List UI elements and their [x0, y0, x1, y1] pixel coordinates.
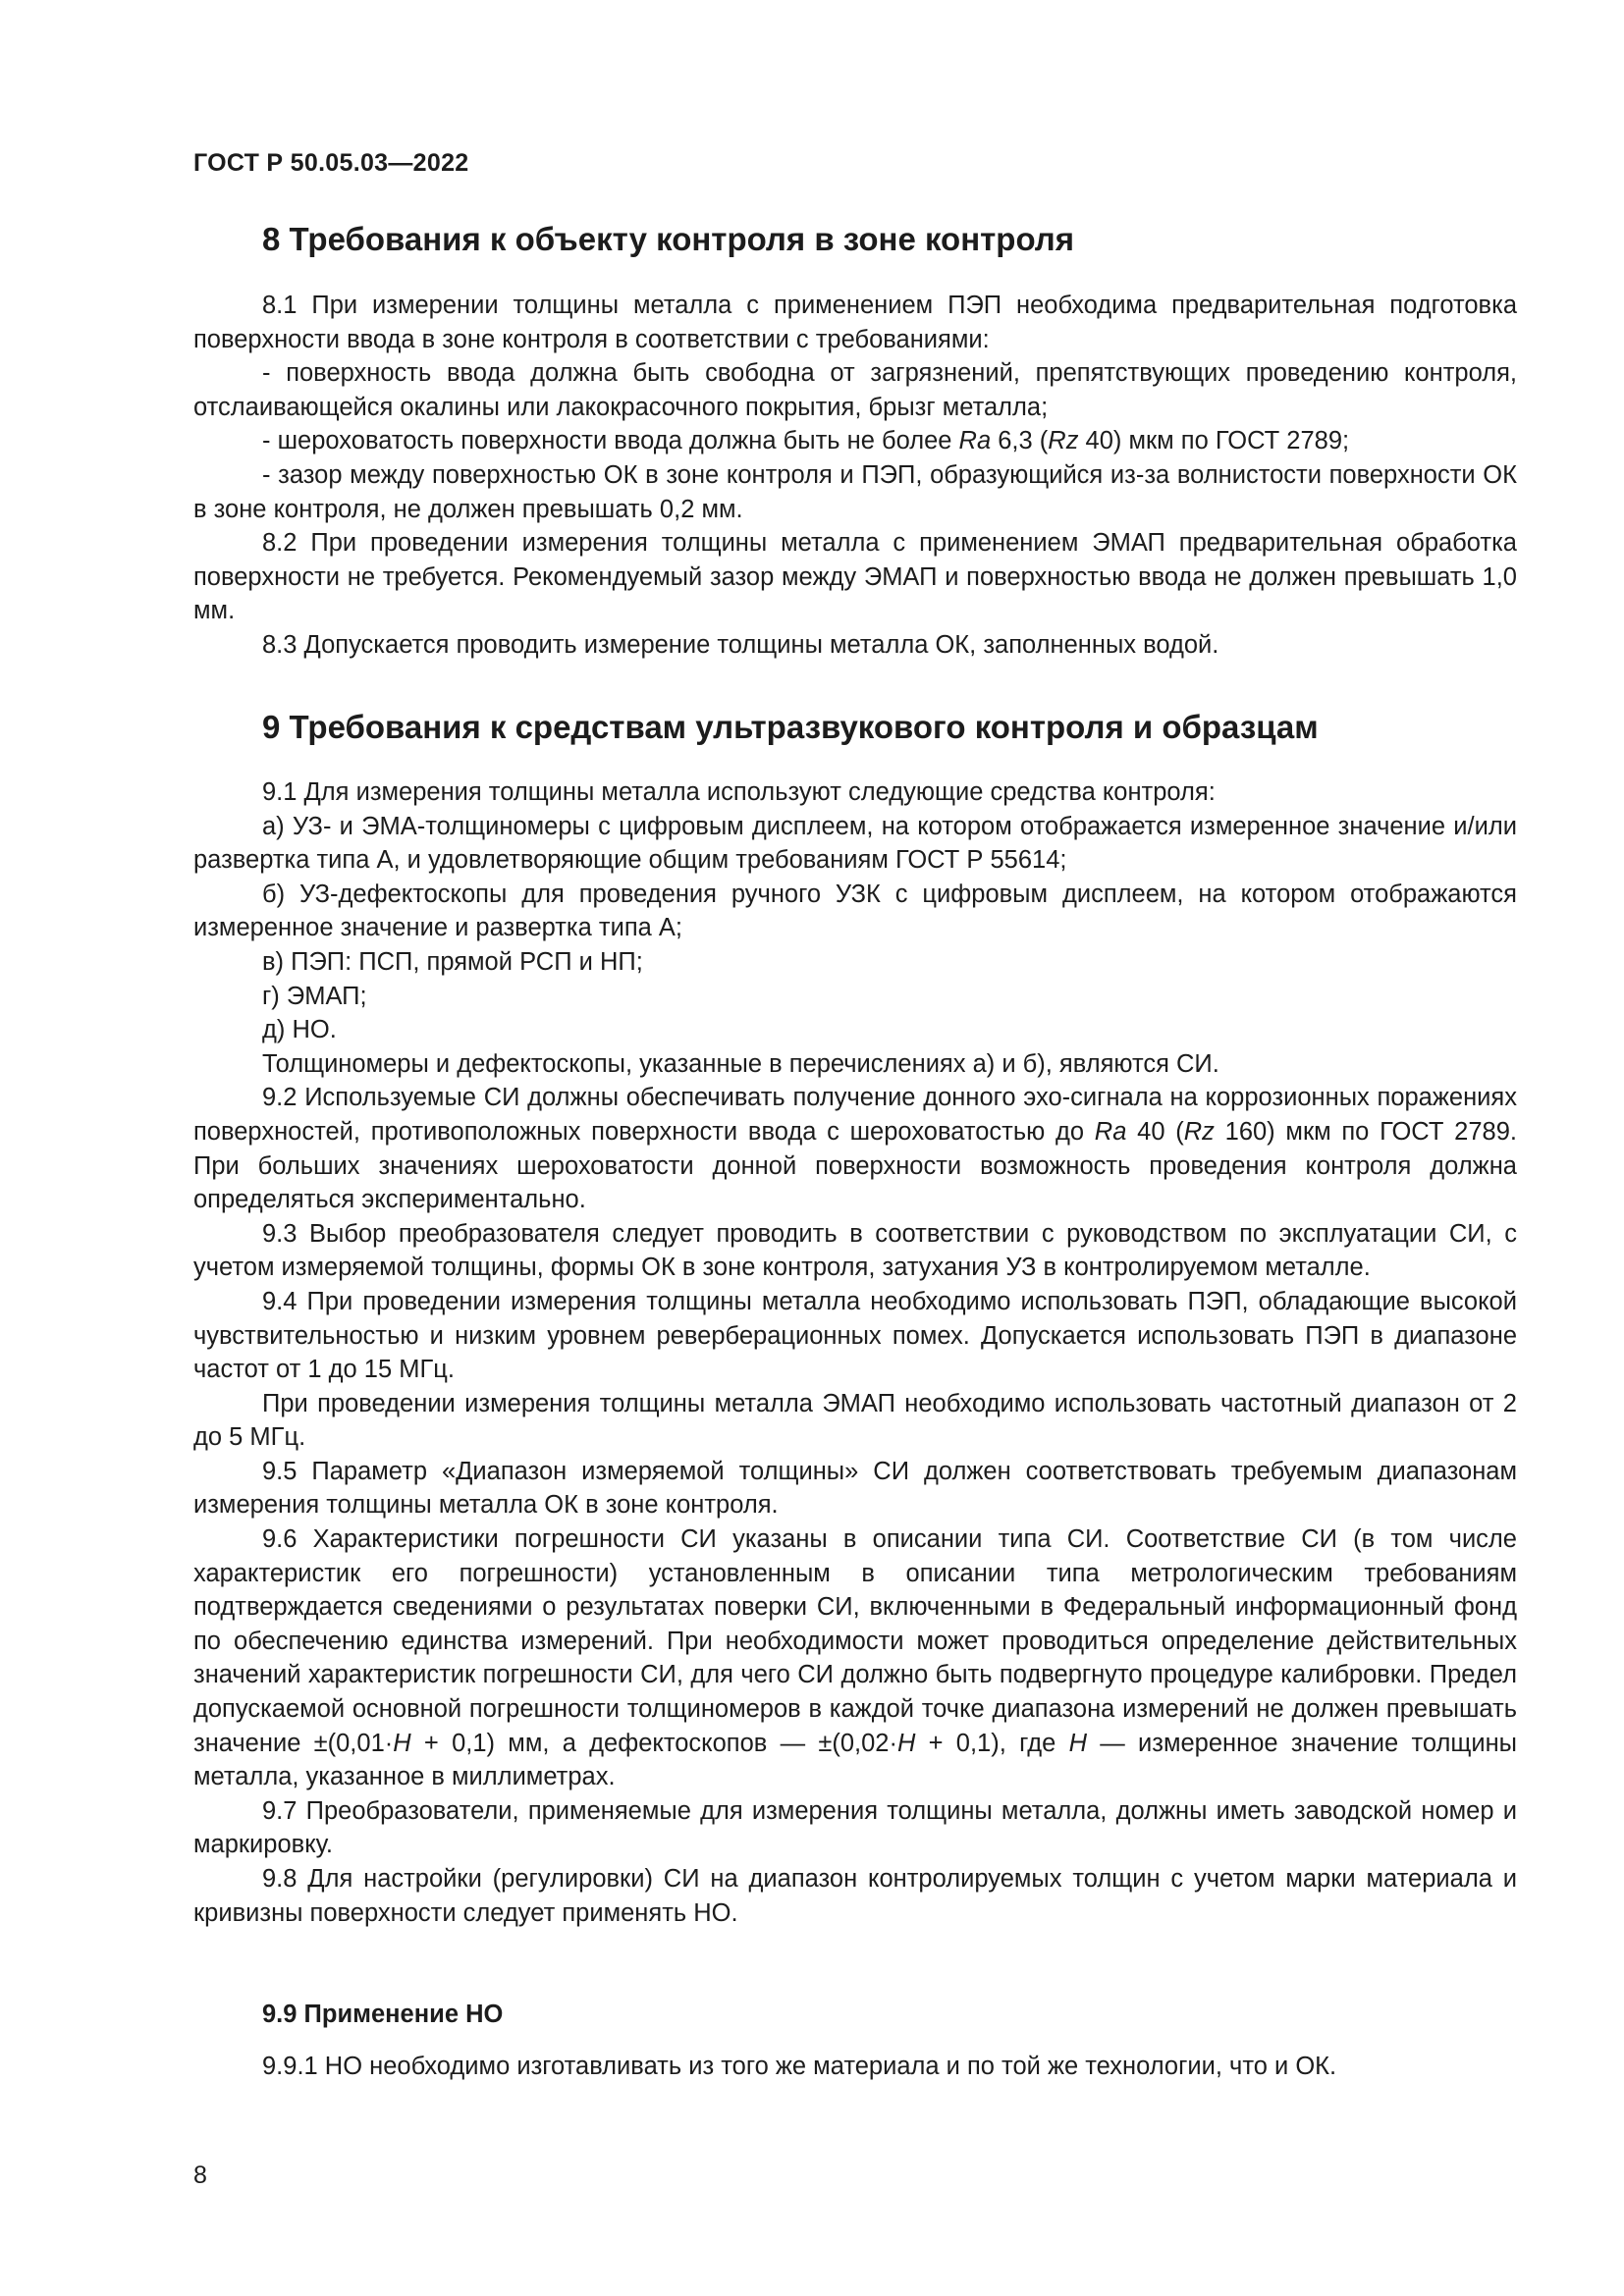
bullet-8-1-2: - шероховатость поверхности ввода должна быть не более Ra 6,3 (Rz 40) мкм по ГОСТ 2789;: [262, 427, 1350, 455]
paragraph-9-1: 9.1 Для измерения толщины металла используют следующие средства контроля:: [262, 778, 1216, 806]
paragraph-8-1: 8.1 При измерении толщины металла с применением ПЭП необходима предварительная подготовка поверхности ввода в зоне контроля в соответствии с требованиями:: [193, 292, 1517, 353]
list-item-a: а) УЗ- и ЭМА-толщиномеры с цифровым дисплеем, на котором отображается измеренное значение и/или развертка типа А, и удовлетворяющие общим требованиям ГОСТ Р 55614;: [193, 812, 1517, 875]
paragraph-9-3: 9.3 Выбор преобразователя следует проводить в соответствии с руководством по эксплуатации СИ, с учетом измеряемой толщины, формы ОК в зоне контроля, затухания УЗ в контролируемом металле.: [193, 1219, 1517, 1282]
paragraph-9-6: 9.6 Характеристики погрешности СИ указаны в описании типа СИ. Соответствие СИ (в том числе характеристик его погрешности) установленным в описании типа метрологическим требованиям подтверждается сведениями о результатах поверки СИ, включенными в Федеральный информационный фонд по обеспечению единства измерений. При необходимости может проводиться определение действительных значений характеристик погрешности СИ, для чего СИ должно быть подвергнуто процедуре калибровки. Предел допускаемой основной погрешности толщиномеров в каждой точке диапазона измерений не должен превышать значение ±(0,01·H + 0,1) мм, а дефектоскопов — ±(0,02·H + 0,1), где H — измеренное значение толщины металла, указанное в миллиметрах.: [193, 1525, 1517, 1791]
subsection-9-9-heading: 9.9 Применение НО: [262, 2001, 504, 2028]
bullet-8-1-1: - поверхность ввода должна быть свободна от загрязнений, препятствующих проведению контроля, отслаивающейся окалины или лакокрасочного покрытия, брызг металла;: [193, 359, 1517, 421]
list-item-v: в) ПЭП: ПСП, прямой РСП и НП;: [262, 947, 643, 976]
bullet-8-1-3: - зазор между поверхностью ОК в зоне контроля и ПЭП, образующийся из-за волнистости поверхности ОК в зоне контроля, не должен превышать 0,2 мм.: [193, 460, 1517, 523]
paragraph-9-7: 9.7 Преобразователи, применяемые для измерения толщины металла, должны иметь заводской номер и маркировку.: [193, 1796, 1517, 1859]
paragraph-9-2: 9.2 Используемые СИ должны обеспечивать получение донного эхо-сигнала на коррозионных поражениях поверхностей, противоположных поверхности ввода с шероховатостью до Ra 40 (Rz 160) мкм по ГОСТ 2789. При больших значениях шероховатости донной поверхности возможность проведения контроля должна определяться экспериментально.: [193, 1084, 1517, 1214]
list-item-b: б) УЗ-дефектоскопы для проведения ручного УЗК с цифровым дисплеем, на котором отображаются измеренное значение и развертка типа А;: [193, 880, 1517, 942]
section-9-title: 9 Требования к средствам ультразвукового контроля и образцам: [262, 709, 1319, 745]
paragraph-8-2: 8.2 При проведении измерения толщины металла с применением ЭМАП предварительная обработка поверхности не требуется. Рекомендуемый зазор между ЭМАП и поверхностью ввода не должен превышать 1,0 мм.: [193, 529, 1517, 625]
page-number: 8: [193, 2162, 207, 2189]
document-header: ГОСТ Р 50.05.03—2022: [193, 149, 469, 177]
list-note: Толщиномеры и дефектоскопы, указанные в перечислениях а) и б), являются СИ.: [262, 1049, 1219, 1078]
paragraph-9-9-1: 9.9.1 НО необходимо изготавливать из того же материала и по той же технологии, что и ОК.: [262, 2053, 1337, 2080]
list-item-g: г) ЭМАП;: [262, 982, 367, 1010]
paragraph-9-4: 9.4 При проведении измерения толщины металла необходимо использовать ПЭП, обладающие высокой чувствительностью и низким уровнем реверберационных помех. Допускается использовать ПЭП в диапазоне частот от 1 до 15 МГц.: [193, 1287, 1517, 1384]
subsection-9-9-body: [193, 2050, 1517, 2084]
list-item-d: д) НО.: [262, 1016, 337, 1044]
paragraph-9-5: 9.5 Параметр «Диапазон измеряемой толщины» СИ должен соответствовать требуемым диапазонам измерения толщины металла ОК в зоне контроля.: [193, 1457, 1517, 1520]
section-9-body: [193, 775, 1517, 1930]
section-8-title: 8 Требования к объекту контроля в зоне контроля: [262, 221, 1075, 257]
paragraph-9-8: 9.8 Для настройки (регулировки) СИ на диапазон контролируемых толщин с учетом марки материала и кривизны поверхности следует применять НО.: [193, 1865, 1517, 1927]
paragraph-9-4-emap: При проведении измерения толщины металла ЭМАП необходимо использовать частотный диапазон от 2 до 5 МГц.: [193, 1389, 1517, 1452]
section-8-body: [193, 289, 1517, 663]
paragraph-8-3: 8.3 Допускается проводить измерение толщины металла ОК, заполненных водой.: [262, 630, 1219, 659]
